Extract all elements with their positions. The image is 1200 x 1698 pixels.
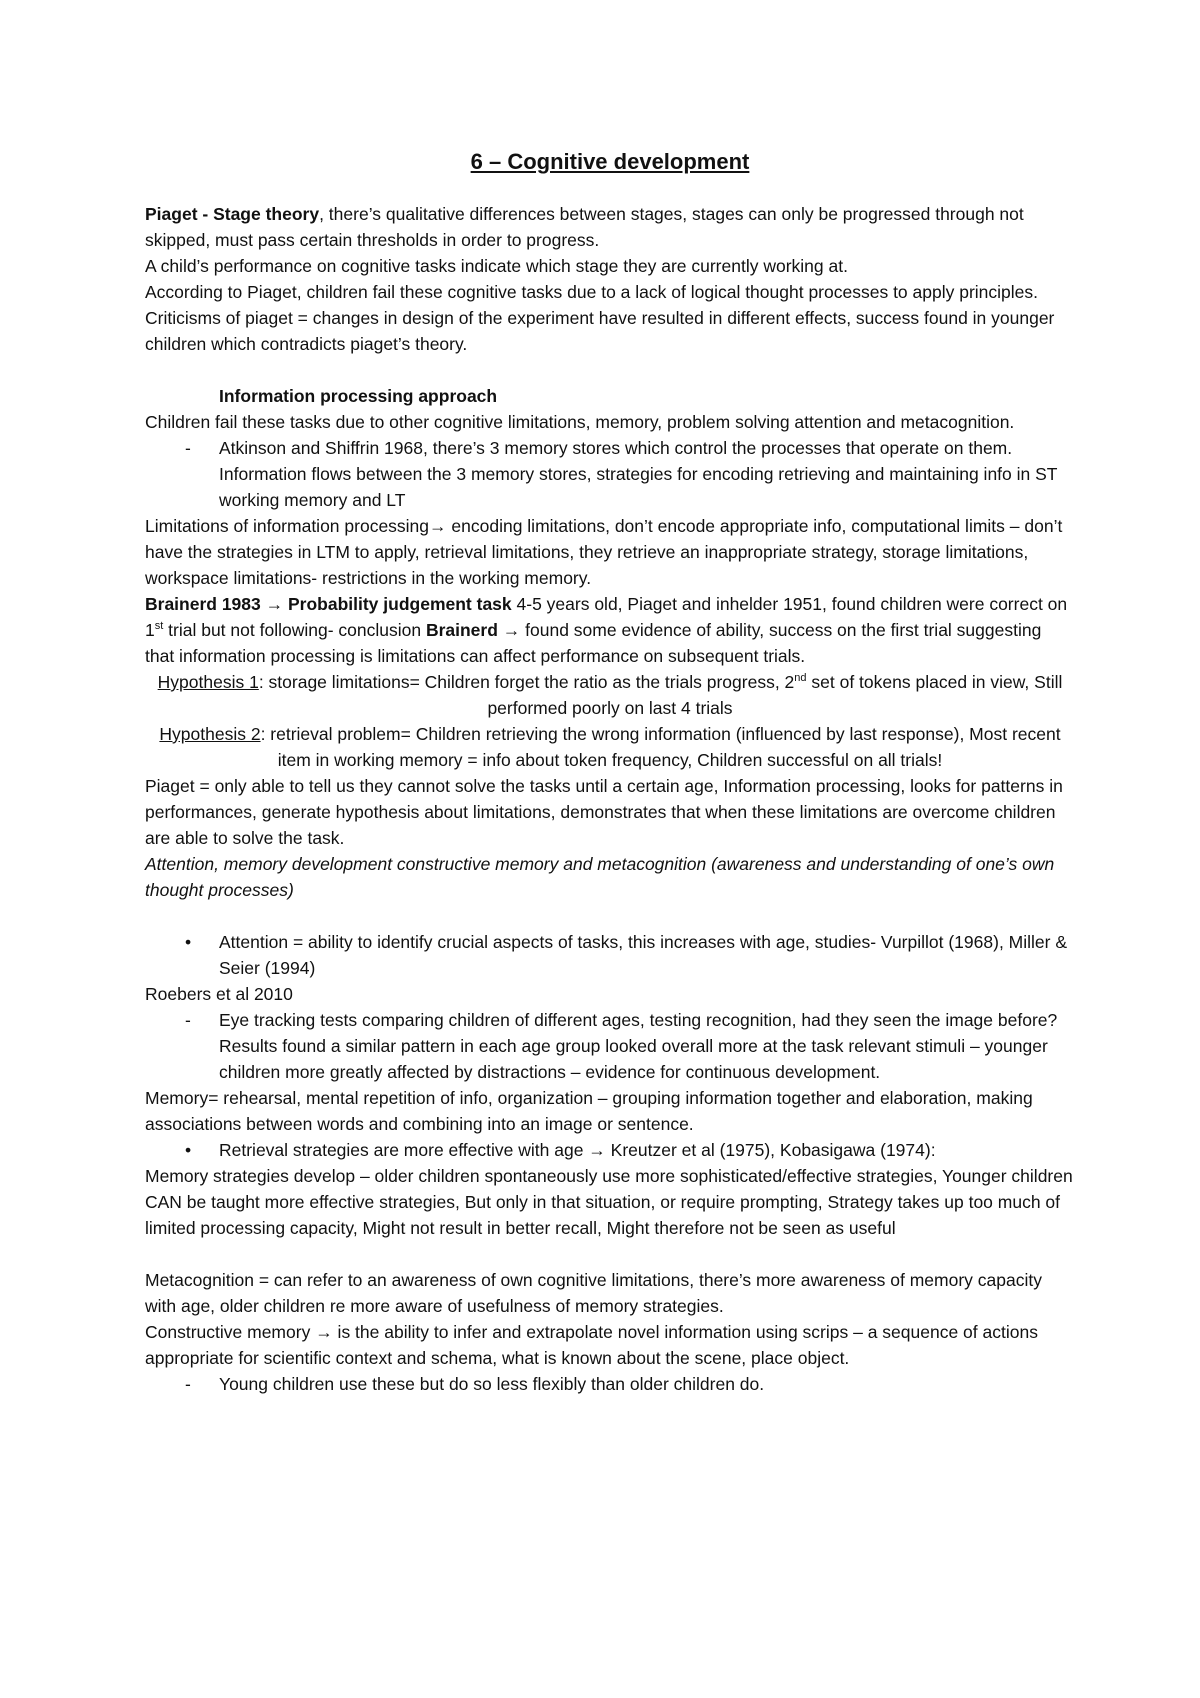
- list-item-text: Atkinson and Shiffrin 1968, there’s 3 memory stores which control the processes that operate on them. Information flows between the 3 memory stores, strategies for encoding retrieving and maintaining info in ST working memory and LT: [219, 438, 1058, 510]
- piaget-criticisms: Criticisms of piaget = changes in design of the experiment have resulted in different effects, success found in younger children which contradicts piaget’s theory.: [145, 308, 1055, 354]
- page-title: 6 – Cognitive development: [470, 149, 750, 174]
- arrow-icon: →: [429, 516, 447, 536]
- hypothesis-text: : retrieval problem= Children retrieving the wrong information (influenced by last response), Most recent item in working memory = info about token frequency, Children successful on all trials!: [260, 724, 1061, 770]
- constructive-text: is the ability to infer and extrapolate novel information using scrips – a sequence of actions appropriate for scientific context and schema, what is known about the scene, place object.: [145, 1322, 1038, 1368]
- brainerd-citation: Brainerd: [425, 620, 503, 640]
- limitations-text: encoding limitations, don’t encode appropriate info, computational limits – don’t have the strategies in LTM to apply, retrieval limitations, they retrieve an inappropriate strategy, storage limitations, workspace limitations- restrictions in the working memory.: [145, 516, 1063, 588]
- constructive-label: Constructive memory: [145, 1322, 316, 1342]
- piaget-performance: A child’s performance on cognitive tasks indicate which stage they are currently working at.: [145, 256, 848, 276]
- dash-marker: -: [185, 1010, 191, 1030]
- list-item-atkinson: [145, 435, 1075, 513]
- brainerd-paragraph: [145, 591, 1075, 669]
- hypothesis-text: : storage limitations= Children forget the ratio as the trials progress, 2: [258, 672, 795, 692]
- arrow-icon: →: [265, 594, 284, 614]
- info-processing-heading: Information processing approach: [219, 386, 498, 406]
- hypothesis-label: Hypothesis 2: [159, 724, 261, 744]
- list-item-retrieval: [145, 1137, 1075, 1163]
- arrow-icon: →: [588, 1140, 606, 1160]
- superscript: nd: [794, 672, 807, 685]
- metacognition-paragraph: Metacognition = can refer to an awareness of own cognitive limitations, there’s more awareness of memory capacity with age, older children re more aware of usefulness of memory strategies.: [145, 1270, 1042, 1316]
- superscript: st: [154, 620, 164, 633]
- list-item-text: Young children use these but do so less flexibly than older children do.: [219, 1374, 765, 1394]
- list-item-eye-tracking: [145, 1007, 1075, 1085]
- piaget-fail-reason: According to Piaget, children fail these cognitive tasks due to a lack of logical thought processes to apply principles.: [145, 282, 1039, 302]
- list-item-text: Kreutzer et al (1975), Kobasigawa (1974):: [605, 1140, 936, 1160]
- list-item-text: Attention = ability to identify crucial aspects of tasks, this increases with age, studies- Vurpillot (1968), Miller & Seier (1994): [219, 932, 1067, 978]
- list-item-attention: [145, 929, 1075, 981]
- spacer: [145, 1241, 1075, 1267]
- piaget-summary: Piaget = only able to tell us they cannot solve the tasks until a certain age, Information processing, looks for patterns in performances, generate hypothesis about limitations, demonstrates that when these limitations are overcome children are able to solve the task.: [145, 776, 1063, 848]
- strategies-paragraph: Memory strategies develop – older children spontaneously use more sophisticated/effective strategies, Younger children CAN be taught more effective strategies, But only in that situation, or require prompting, Strategy takes up too much of limited processing capacity, Might not result in better recall, Might therefore not be seen as useful: [145, 1166, 1073, 1238]
- hypothesis-text: set of tokens placed in view, Still performed poorly on last 4 trials: [487, 672, 1063, 718]
- limitations-label: Limitations of information processing: [145, 516, 430, 536]
- roebers-citation: Roebers et al 2010: [145, 984, 293, 1004]
- piaget-label: Piaget - Stage theory: [145, 204, 320, 224]
- brainerd-text: trial but not following- conclusion: [163, 620, 426, 640]
- task-name: Probability judgement task: [283, 594, 512, 614]
- bullet-icon: •: [185, 1140, 192, 1160]
- hypothesis-1: [145, 669, 1075, 721]
- info-processing-intro: Children fail these tasks due to other cognitive limitations, memory, problem solving attention and metacognition.: [145, 412, 1015, 432]
- dash-marker: -: [185, 1374, 191, 1394]
- arrow-icon: →: [502, 620, 521, 640]
- brainerd-citation: Brainerd 1983: [145, 594, 266, 614]
- piaget-paragraph: [145, 201, 1075, 253]
- list-item-text: Retrieval strategies are more effective with age: [219, 1140, 589, 1160]
- list-item-text: Eye tracking tests comparing children of different ages, testing recognition, had they seen the image before? Results found a similar pattern in each age group looked overall more at the task relevant stimuli – younger children more greatly affected by distractions – evidence for continuous development.: [219, 1010, 1058, 1082]
- spacer: [145, 903, 1075, 929]
- piaget-text: , there’s qualitative differences between stages, stages can only be progressed through not skipped, must pass certain thresholds in order to progress.: [145, 204, 1024, 250]
- bullet-icon: •: [185, 932, 192, 952]
- brainerd-text: found some evidence of ability, success on the first trial suggesting that information processing is limitations can affect performance on subsequent trials.: [145, 620, 1042, 666]
- italic-note: Attention, memory development constructive memory and metacognition (awareness and understanding of one’s own thought processes): [145, 854, 1055, 900]
- constructive-memory-paragraph: [145, 1319, 1075, 1371]
- spacer: [145, 357, 1075, 383]
- hypothesis-2: [145, 721, 1075, 773]
- arrow-icon: →: [315, 1322, 333, 1342]
- dash-marker: -: [185, 438, 191, 458]
- limitations-paragraph: [145, 513, 1075, 591]
- list-item-young-children: [145, 1371, 1075, 1397]
- document-body: [145, 145, 1075, 1397]
- memory-paragraph: Memory= rehearsal, mental repetition of info, organization – grouping information together and elaboration, making associations between words and combining into an image or sentence.: [145, 1088, 1033, 1134]
- hypothesis-label: Hypothesis 1: [157, 672, 259, 692]
- brainerd-text: 4-5 years old, Piaget and inhelder 1951, found children were correct on 1: [145, 594, 1068, 640]
